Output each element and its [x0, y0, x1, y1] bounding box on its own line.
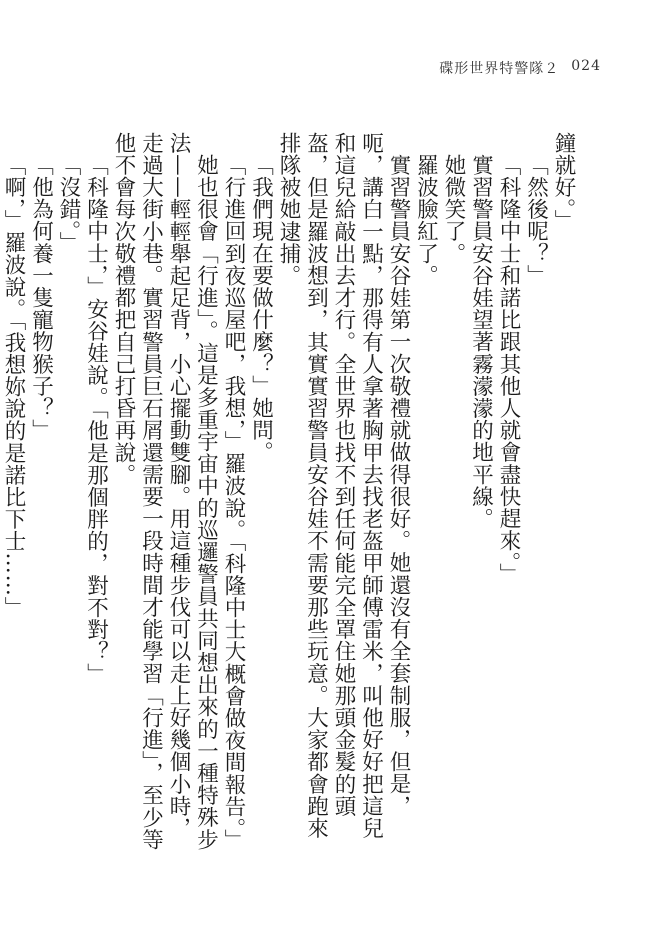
paragraph: 她也很會「行進」。這是多重宇宙中的巡邏警員共同想出來的一種特殊步法——輕輕舉起足背，小心擺動雙腳。用這種步伐可以走上好幾個小時，走過大街小巷。實習警員巨石屑還需要一段時間才能學習「行進」，至少等他不會每次敬禮都把自己打昏再說。	[111, 132, 219, 851]
paragraph: 實習警員安谷娃第一次敬禮就做得很好。她還沒有全套制服，但是，呃，講白一點，那得有人拿著胸甲去找老盔甲師傅雷米，叫他好好把這兒和這兒給敲出去才行。全世界也找不到任何能完全罩住她那頭金髮的頭盔，但是羅波想到，其實實習警員安谷娃不需要那些玩意。大家都會跑來排隊被她逮捕。	[276, 132, 411, 840]
paragraph: 實習警員安谷娃望著霧濛濛的地平線。	[468, 153, 494, 530]
paragraph: 「然後呢？」	[523, 153, 549, 287]
paragraph: 「科隆中士和諾比跟其他人就會盡快趕來。」	[496, 153, 521, 585]
paragraph: 「沒錯。」	[56, 153, 81, 254]
paragraph: 「行進回到夜巡屋吧，我想，」羅波說。「科隆中士大概會做夜間報告。」	[221, 153, 246, 851]
paragraph: 她微笑了。	[441, 153, 466, 264]
paragraph: 「科隆中士，」安谷娃說。「他是那個胖的，對不對？」	[83, 153, 109, 685]
page-number: 024	[571, 58, 601, 74]
running-header	[439, 58, 601, 78]
paragraph: 「啊，」羅波說。「我想妳說的是諾比下士……」	[1, 153, 26, 619]
vertical-body-text	[1, 132, 577, 852]
paragraph: 「他為何養一隻寵物猴子？」	[28, 153, 54, 441]
paragraph: 鐘就好。」	[551, 132, 576, 232]
paragraph: 「我們現在要做什麼？」她問。	[248, 153, 274, 463]
book-title: 碟形世界特警隊２	[439, 61, 560, 77]
paragraph: 羅波臉紅了。	[413, 153, 439, 287]
